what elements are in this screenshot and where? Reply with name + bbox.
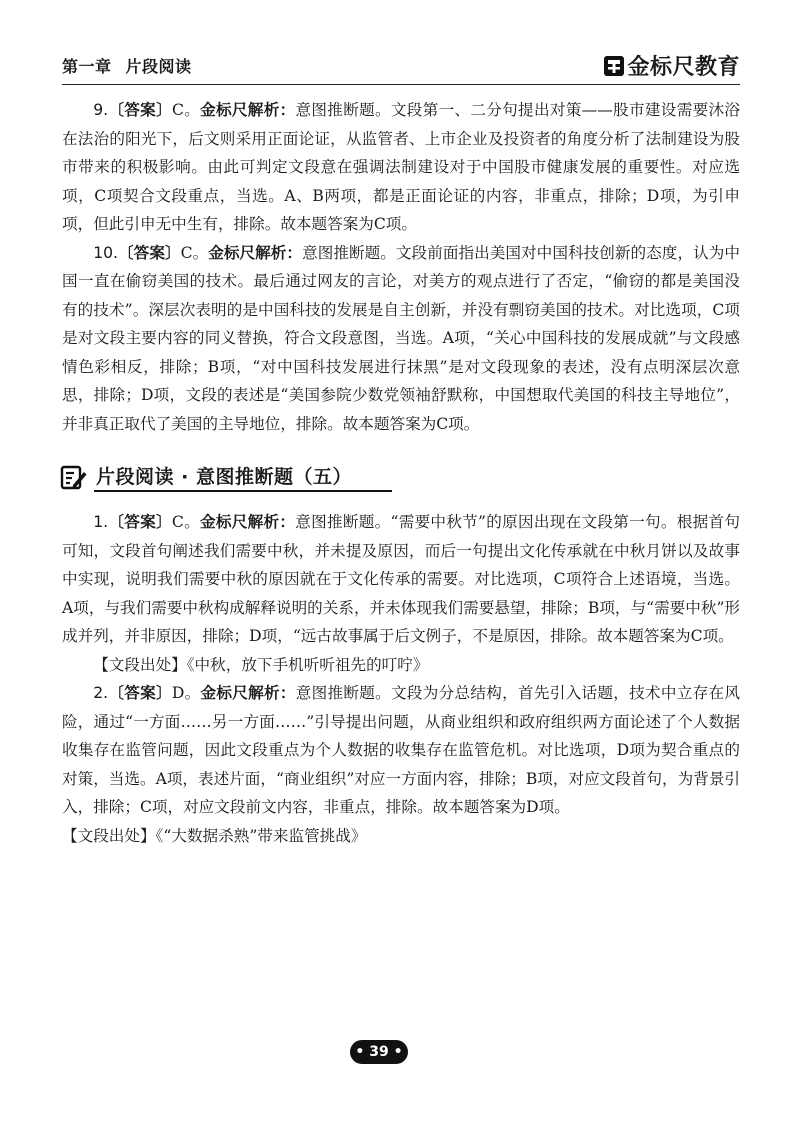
answer-item-10: 10.〔答案〕C。金标尺解析：意图推断题。文段前面指出美国对中国科技创新的态度，认为中国一直在偷窃美国的技术。最后通过网友的言论，对美方的观点进行了否定，“偷窃的都是美国没有的技术”。深层次表明的是中国科技的发展是自主创新，并没有剽窃美国的技术。对比选项，C项是对文段主要内容的同义替换，符合文段意图，当选。A项，“关心中国科技的发展成就”与文段感情色彩相反，排除；B项，“对中国科技发展进行抹黑”是对文段现象的表述，没有点明深层次意思，排除；D项，文段的表述是“美国参院少数党领袖舒默称，中国想取代美国的科技主导地位”，并非真正取代了美国的主导地位，排除。故本题答案为C项。 bbox=[62, 243, 740, 433]
edit-note-icon bbox=[60, 463, 88, 491]
logo-icon bbox=[603, 55, 625, 77]
chapter-number: 第一章 bbox=[62, 57, 112, 76]
chapter-name: 片段阅读 bbox=[125, 57, 192, 76]
page-content bbox=[62, 96, 740, 850]
source-line-1: 【文段出处】《中秋，放下手机听听祖先的叮咛》 bbox=[93, 655, 429, 674]
answer-item-9: 9.〔答案〕C。金标尺解析：意图推断题。文段第一、二分句提出对策——股市建设需要沐浴在法治的阳光下，后文则采用正面论证，从监管者、上市企业及投资者的角度分析了法制建设为股市带来的积极影响。由此可判定文段意在强调法制建设对于中国股市健康发展的重要性。对应选项，C项契合文段重点，当选。A、B两项，都是正面论证的内容，非重点，排除；D项，为引申项，但此引申无中生有，排除。故本题答案为C项。 bbox=[62, 101, 740, 233]
answer-item-1: 1.〔答案〕C。金标尺解析：意图推断题。“需要中秋节”的原因出现在文段第一句。根据首句可知，文段首句阐述我们需要中秋，并未提及原因，而后一句提出文化传承就在中秋月饼以及故事中实现，说明我们需要中秋的原因就在于文化传承的需要。对比选项，C项符合上述语境，当选。A项，与我们需要中秋构成解释说明的关系，并未体现我们需要悬望，排除；B项，与“需要中秋”形成并列，并非原因，排除；D项，“远古故事属于后文例子，不是原因，排除。故本题答案为C项。 bbox=[62, 513, 741, 645]
brand-logo bbox=[603, 50, 740, 81]
page-header bbox=[62, 50, 740, 85]
source-line-2: 【文段出处】《“大数据杀熟”带来监管挑战》 bbox=[62, 826, 367, 845]
brand-name: 金标尺教育 bbox=[627, 55, 740, 80]
section-title: 片段阅读 · 意图推断题（五） bbox=[96, 465, 352, 488]
page-number: • 39 • bbox=[350, 1040, 408, 1064]
chapter-title bbox=[62, 54, 192, 77]
answer-item-2: 2.〔答案〕D。金标尺解析：意图推断题。文段为分总结构，首先引入话题，技术中立存在风险，通过“一方面……另一方面……”引导提出问题，从商业组织和政府组织两方面论述了个人数据收集存在监管问题，因此文段重点为个人数据的收集存在监管危机。对比选项，D项为契合重点的对策，当选。A项，表述片面，“商业组织”对应一方面内容，排除；B项，对应文段首句，为背景引入，排除；C项，对应文段前文内容，非重点，排除。故本题答案为D项。 bbox=[62, 684, 741, 816]
section-heading bbox=[60, 460, 392, 494]
